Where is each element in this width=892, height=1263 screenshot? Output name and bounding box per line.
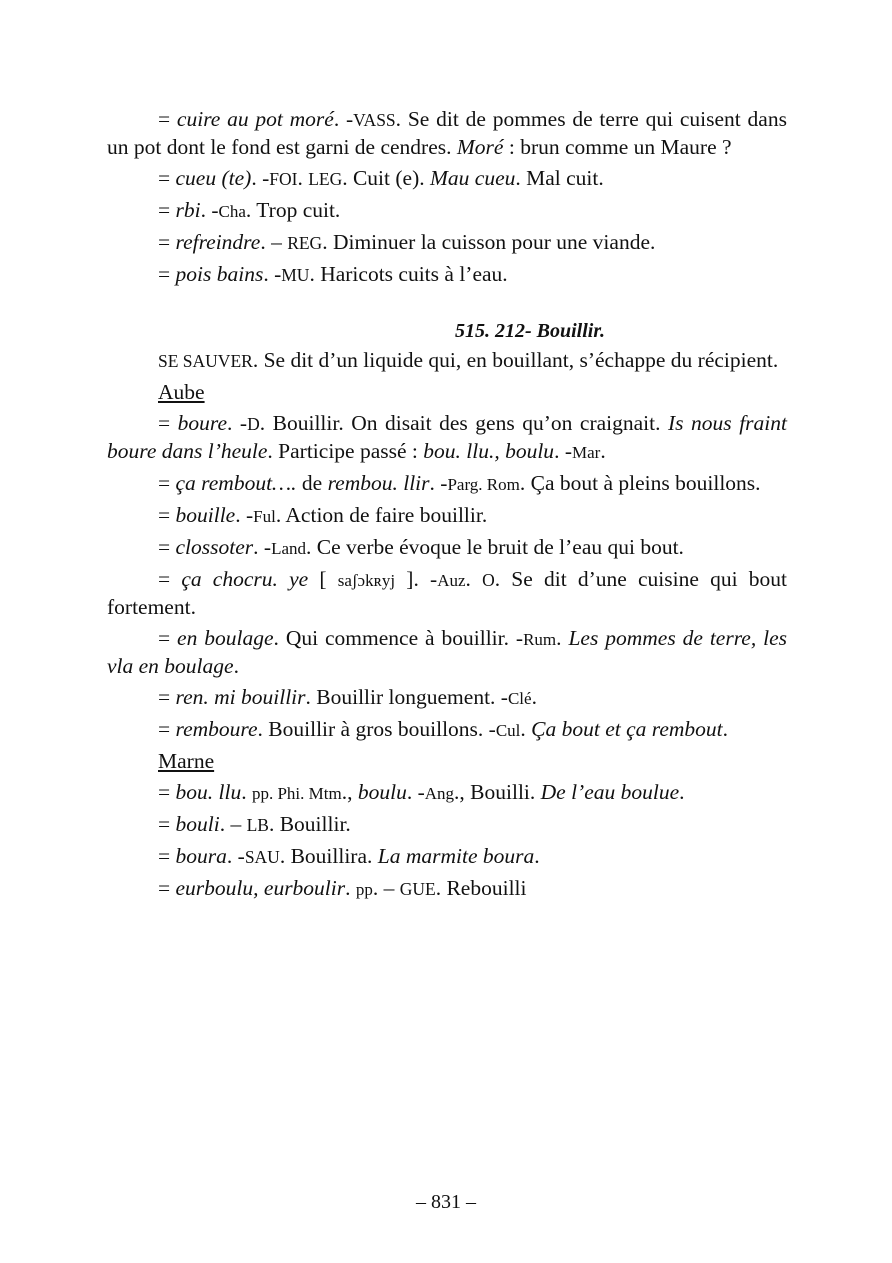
entries-before: [107, 106, 787, 289]
source-abbrev: VASS: [353, 110, 396, 130]
place-abbrev: Mar: [571, 443, 601, 462]
dictionary-entry: = en boulage. Qui commence à bouillir. -Rum. Les pommes de terre, les vla en boulage.: [107, 626, 787, 678]
italic-term: Is nous fraint boure dans l’heule: [107, 411, 787, 463]
italic-term: Les pommes de terre, les vla en boulage: [107, 626, 787, 678]
dictionary-entry: = boure. -D. Bouillir. On disait des gens qu’on craignait. Is nous fraint boure dans l’heule. Participe passé : bou. llu., boulu. -Mar.: [107, 411, 787, 463]
source-abbrev: REG: [287, 233, 323, 253]
place-abbrev: Cul: [495, 721, 521, 740]
dictionary-entry: = ça rembout…. de rembou. llir. -Parg. Rom. Ça bout à pleins bouillons.: [158, 471, 761, 495]
italic-term: cuire au pot moré: [176, 107, 334, 131]
source-abbrev: FOI: [269, 169, 298, 189]
place-abbrev: Land: [271, 539, 307, 558]
source-abbrev: GUE: [399, 879, 436, 899]
dictionary-entry: = clossoter. -Land. Ce verbe évoque le bruit de l’eau qui bout.: [158, 535, 684, 559]
italic-term: ren. mi bouillir: [175, 685, 306, 709]
italic-term: Ça bout et ça rembout: [531, 717, 723, 741]
dictionary-entry: = bouli. – LB. Bouillir.: [158, 812, 351, 836]
italic-term: boure: [177, 411, 228, 435]
dictionary-entry: = cueu (te). -FOI. LEG. Cuit (e). Mau cueu. Mal cuit.: [158, 166, 604, 190]
italic-term: rbi: [175, 198, 201, 222]
italic-term: bouille: [175, 503, 236, 527]
italic-term: boura: [175, 844, 227, 868]
entries-aube: [107, 410, 787, 744]
dictionary-entry: = bouille. -Ful. Action de faire bouillir.: [158, 503, 488, 527]
place-abbrev: Cha: [218, 202, 246, 221]
italic-term: bouli: [175, 812, 220, 836]
dictionary-entry: = refreindre. – REG. Diminuer la cuisson pour une viande.: [158, 230, 656, 254]
place-abbrev: saʃɔkʀyj: [337, 571, 396, 590]
page-body: [107, 106, 787, 907]
page-number: – 831 –: [416, 1191, 476, 1213]
source-abbrev: SE SAUVER: [158, 351, 253, 371]
source-abbrev: O: [482, 570, 495, 590]
place-abbrev: Rum: [523, 630, 557, 649]
dictionary-entry: = rbi. -Cha. Trop cuit.: [158, 198, 341, 222]
place-abbrev: Auz: [437, 571, 466, 590]
source-abbrev: LB: [246, 815, 269, 835]
dictionary-entry: = remboure. Bouillir à gros bouillons. -Cul. Ça bout et ça rembout.: [158, 717, 728, 741]
italic-term: Mau cueu: [430, 166, 516, 190]
region-heading-aube: Aube: [158, 380, 205, 404]
italic-term: en boulage: [177, 626, 274, 650]
section-heading: 515. 212- Bouillir.: [455, 320, 606, 342]
dictionary-entry: = pois bains. -MU. Haricots cuits à l’eau.: [158, 262, 508, 286]
italic-term: pois bains: [175, 262, 264, 286]
italic-term: remboure: [175, 717, 258, 741]
italic-term: refreindre: [175, 230, 261, 254]
source-abbrev: MU: [281, 265, 310, 285]
italic-term: De l’eau boulue: [540, 780, 680, 804]
italic-term: bou. llu: [175, 780, 242, 804]
italic-term: bou. llu., boulu: [423, 439, 555, 463]
dictionary-entry: = cuire au pot moré. -VASS. Se dit de pommes de terre qui cuisent dans un pot dont le fond est garni de cendres. Moré : brun comme un Maure ?: [107, 107, 787, 159]
dictionary-entry: = boura. -SAU. Bouillira. La marmite boura.: [158, 844, 540, 868]
dictionary-entry: = ren. mi bouillir. Bouillir longuement. -Clé.: [158, 685, 537, 709]
region-heading-marne: Marne: [158, 749, 215, 773]
section-intro: SE SAUVER. Se dit d’un liquide qui, en bouillant, s’échappe du récipient.: [158, 348, 779, 372]
italic-term: rembou. llir: [327, 471, 430, 495]
source-abbrev: D: [247, 414, 260, 434]
source-abbrev: LEG: [308, 169, 343, 189]
source-abbrev: SAU: [244, 847, 280, 867]
place-abbrev: Ang: [424, 784, 455, 803]
place-abbrev: pp. Phi. Mtm: [251, 784, 342, 803]
italic-term: ça rembout….: [175, 471, 297, 495]
italic-term: La marmite boura: [377, 844, 535, 868]
italic-term: clossoter: [175, 535, 254, 559]
place-abbrev: pp: [355, 880, 373, 899]
place-abbrev: Parg. Rom: [447, 475, 520, 494]
italic-term: ça chocru. ye: [181, 567, 309, 591]
dictionary-entry: = ça chocru. ye [ saʃɔkʀyj ]. -Auz. O. Se dit d’une cuisine qui bout fortement.: [107, 567, 787, 619]
italic-term: boulu: [357, 780, 407, 804]
dictionary-entry: = bou. llu. pp. Phi. Mtm., boulu. -Ang., Bouilli. De l’eau boulue.: [158, 780, 685, 804]
place-abbrev: Ful: [253, 507, 276, 526]
italic-term: eurboulu, eurboulir: [175, 876, 346, 900]
italic-term: cueu (te): [175, 166, 252, 190]
italic-term: Moré: [456, 135, 504, 159]
entries-marne: [107, 779, 787, 903]
place-abbrev: Clé: [507, 689, 532, 708]
dictionary-entry: = eurboulu, eurboulir. pp. – GUE. Rebouilli: [158, 876, 527, 900]
